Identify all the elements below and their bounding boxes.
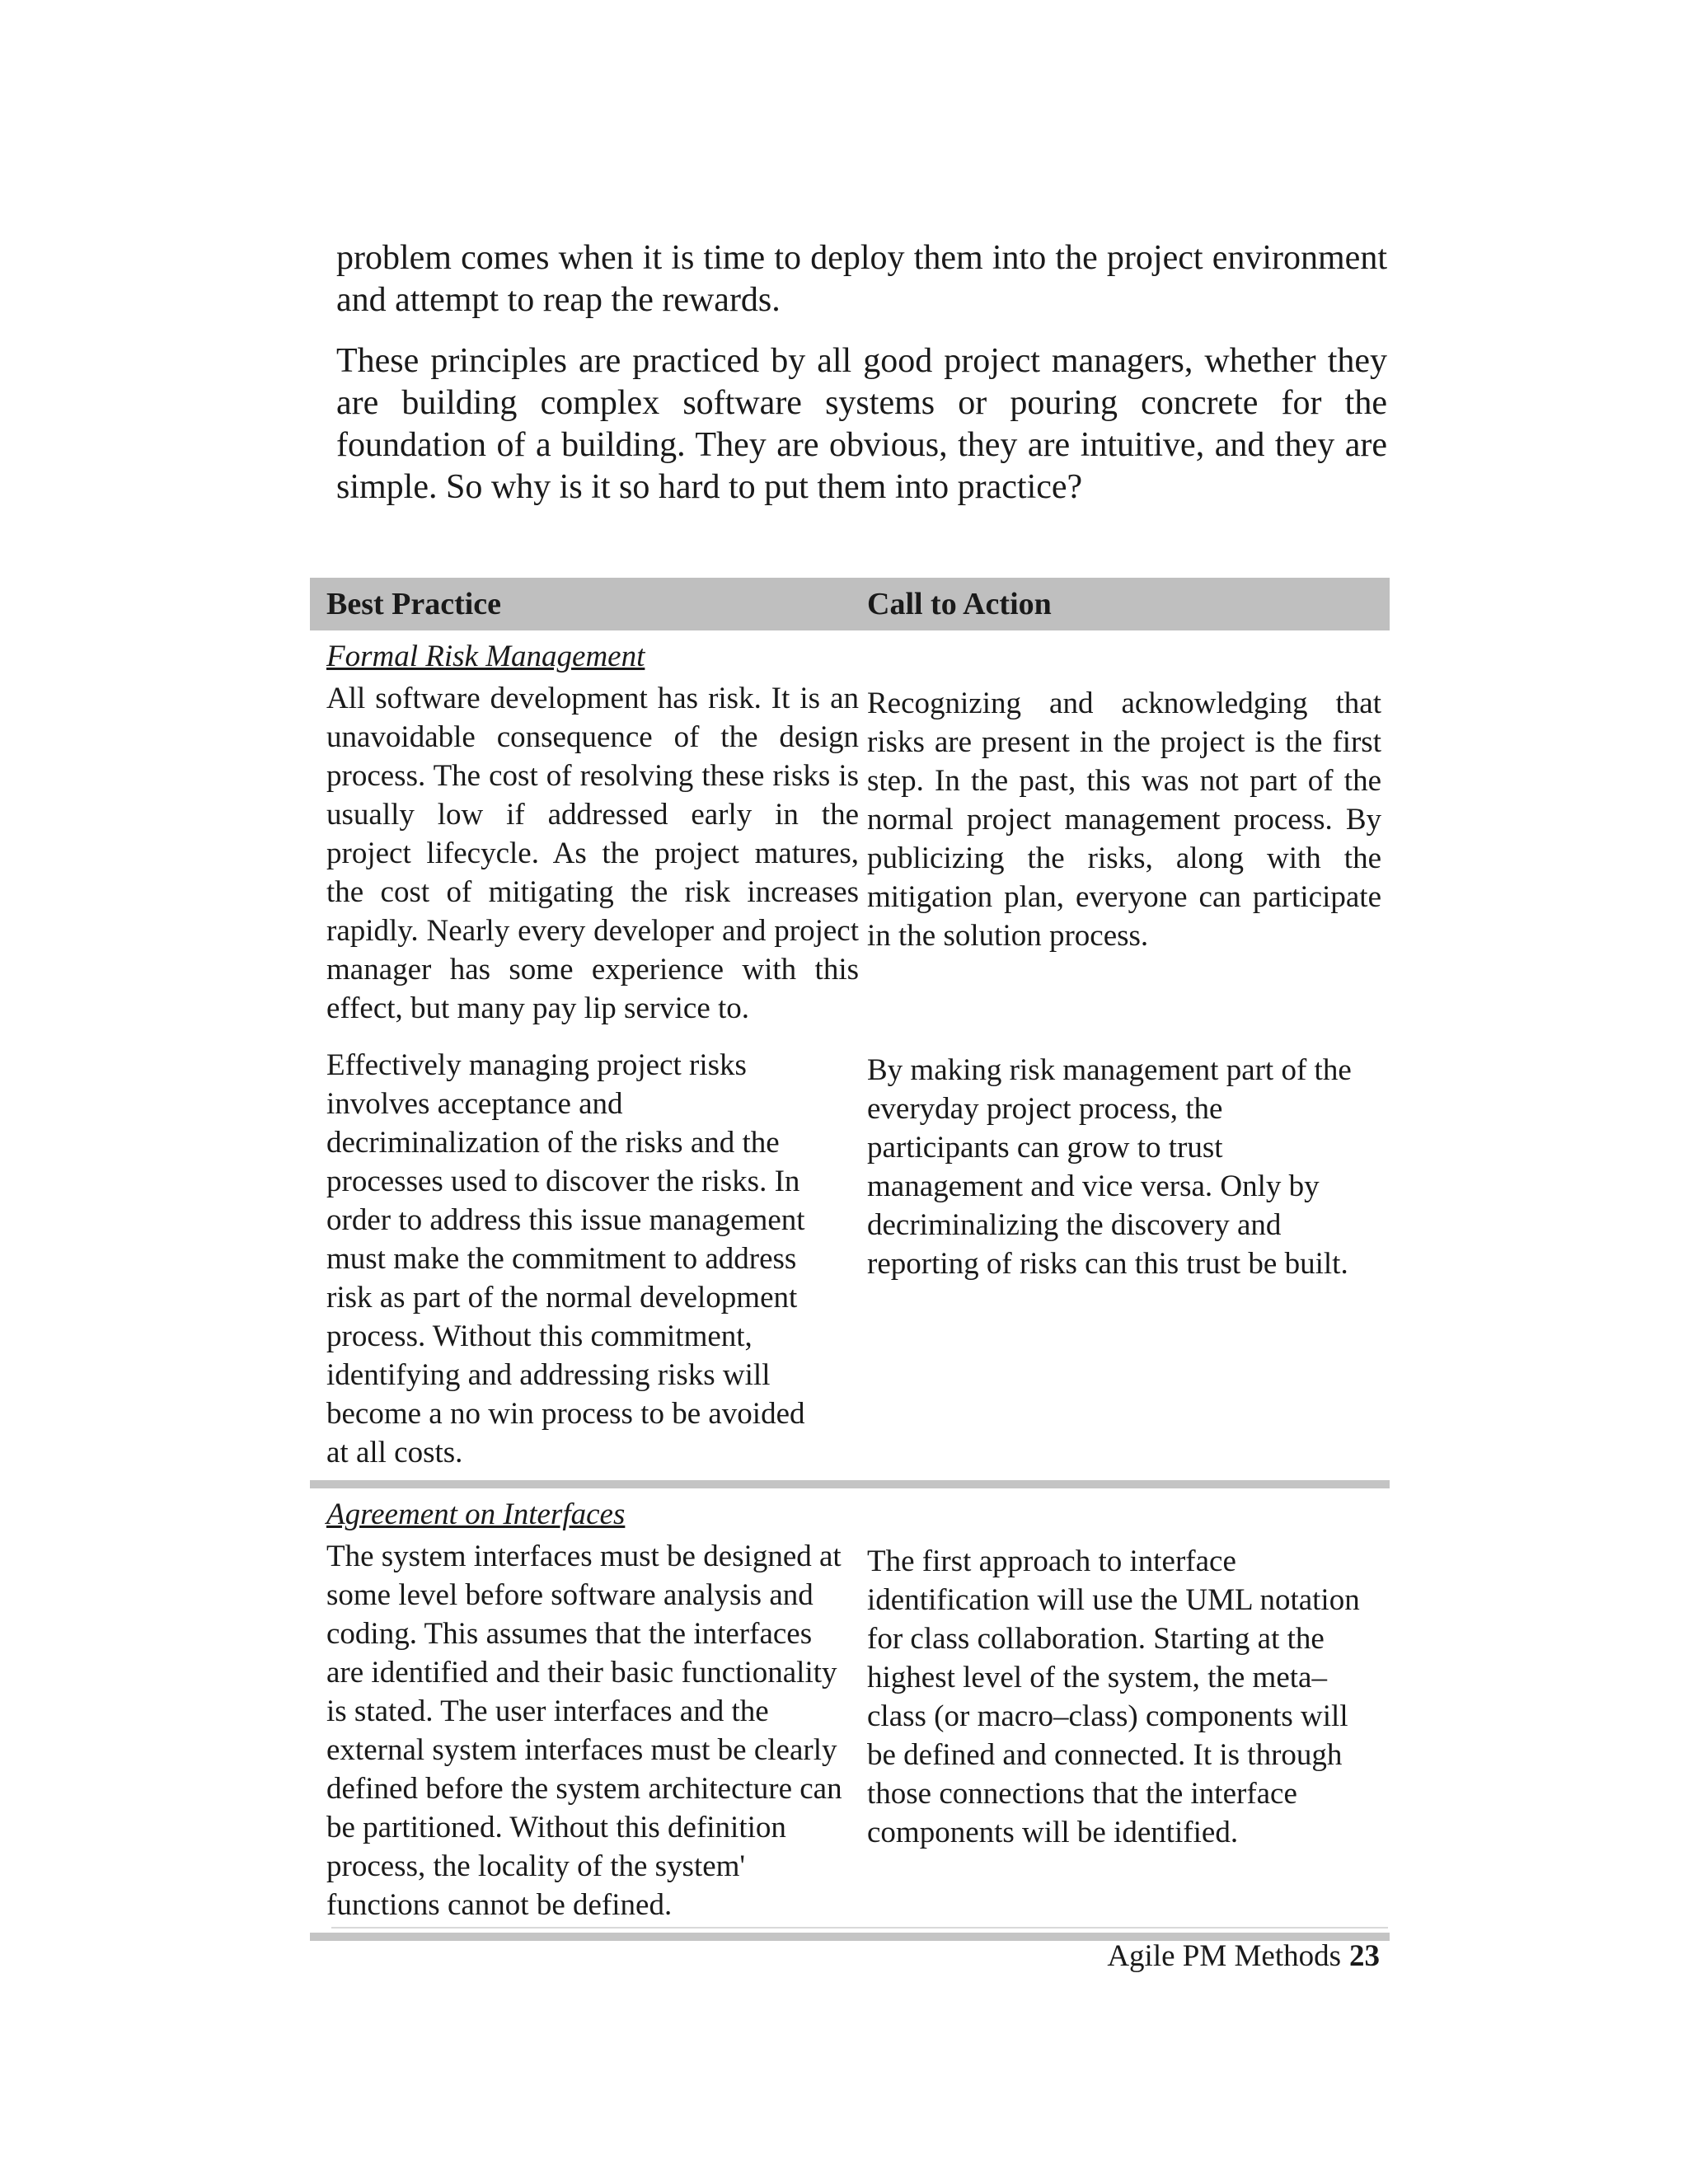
footer-rule (331, 1927, 1388, 1929)
best-practice-cell: The system interfaces must be designed at some level before software analysis and coding. This assumes that the interfaces are identified and their basic functionality is stated. The user interfaces and the external system interfaces must be clearly defined before the system architecture can be partitioned. Without this definition process, the locality of the system' functions cannot be defined. (326, 1540, 842, 1922)
section-title: Formal Risk Management (326, 640, 645, 673)
call-to-action-cell: Recognizing and acknowledging that risks are present in the project is the first step. In the past, this was not part of the normal project management process. By publicizing the risks, along with the mitigation plan, everyone can participate in the solution process. (867, 687, 1381, 953)
table-row (310, 1046, 1390, 1472)
table-row (310, 1537, 1390, 1924)
intro-paragraph-2: These principles are practiced by all good project managers, whether they are building complex software systems or pouring concrete for the foundation of a building. They are obvious, they are intuitive, and they are simple. So why is it so hard to put them into practice? (336, 342, 1387, 506)
table-row (310, 679, 1390, 1028)
header-best-practice: Best Practice (326, 587, 502, 621)
section-agreement-on-interfaces (310, 1497, 1390, 1941)
section-formal-risk-management (310, 639, 1390, 1488)
best-practice-cell: Effectively managing project risks involves acceptance and decriminalization of the risks and the processes used to discover the risks. In order to address this issue management must make the commitment to address risk as part of the normal development process. Without this commitment, identifying and addressing risks will become a no win process to be avoided at all costs. (326, 1048, 805, 1469)
intro-paragraph-1: problem comes when it is time to deploy them into the project environment and attempt to reap the rewards. (336, 239, 1387, 319)
call-to-action-cell: The first approach to interface identification will use the UML notation for class collaboration. Starting at the highest level of the system, the meta–class (or macro–class) components will be defined and connected. It is through those connections that the interface components will be identified. (867, 1544, 1360, 1849)
call-to-action-cell: By making risk management part of the everyday project process, the participants can grow to trust management and vice versa. Only by decriminalizing the discovery and reporting of risks can this trust be built. (867, 1053, 1352, 1281)
table-header (310, 578, 1390, 630)
best-practice-cell: All software development has risk. It is an unavoidable consequence of the design process. The cost of resolving these risks is usually low if addressed early in the project lifecycle. As the project matures, the cost of mitigating the risk increases rapidly. Nearly every developer and project manager has some experience with this effect, but many pay lip service to. (326, 682, 859, 1025)
intro-text (336, 237, 1387, 527)
page-number: 23 (1349, 1939, 1380, 1973)
section-divider (310, 1480, 1390, 1488)
running-title: Agile PM Methods (1107, 1939, 1341, 1973)
page-footer (1107, 1938, 1380, 1974)
section-title: Agreement on Interfaces (326, 1497, 626, 1531)
header-call-to-action: Call to Action (867, 587, 1052, 621)
best-practice-table (310, 578, 1390, 1941)
